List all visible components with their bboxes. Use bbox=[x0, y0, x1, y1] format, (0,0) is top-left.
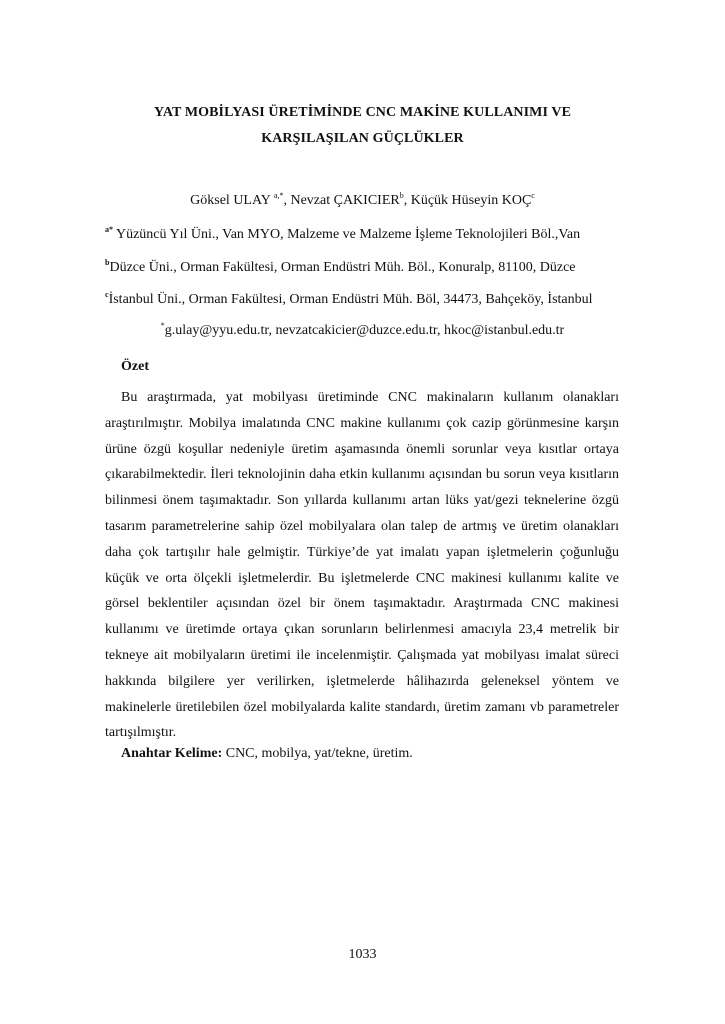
author-3-affiliation-mark: c bbox=[531, 191, 535, 200]
title-line-1: YAT MOBİLYASI ÜRETİMİNDE CNC MAKİNE KULLANIMI VE bbox=[153, 105, 572, 120]
abstract-paragraph bbox=[105, 385, 619, 746]
abstract-heading: Özet bbox=[121, 359, 149, 374]
title-line-2: KARŞILAŞILAN GÜÇLÜKLER bbox=[261, 131, 464, 146]
keywords-label: Anahtar Kelime: bbox=[121, 746, 223, 761]
abstract-text: Bu araştırmada, yat mobilyası üretiminde CNC makinaların kullanım olanakları araştırılmıştır. Mobilya imalatında CNC makine kullanımı çok cazip görünmesine karşın ürüne özgü koşullar nedeniyle üretim aşamasında önemli sorunlar veya kısıtlar ortaya çıkarabilmektedir. İleri teknolojinin daha etkin kullanımı açısından bu sorun veya kısıtların bilinmesi önem taşımaktadır. Son yıllarda kullanımı artan lüks yat/gezi teknelerine özgü tasarım parametrelerine sahip özel mobilyalara olan talep de artmış ve üretim olanakları daha çok tartışılır hale gelmiştir. Türkiye’de yat imalatı yapan işletmelerin çoğunluğu küçük ve orta ölçekli işletmelerdir. Bu işletmelerde CNC makinesi kullanımı kalite ve görsel beklentiler açısından özel bir önem taşımaktadır. Araştırmada CNC makinesi kullanımı ve üretimde ortaya çıkan sorunların belirlenmesi amacıyla 23,4 metrelik bir tekneye ait mobilyaların üretimi ile incelenmiştir. Çalışmada yat mobilyası imalat süreci hakkında bilgilere yer verilirken, işletmelerde hâlihazırda geleneksel yöntem ve makinelerle üretilebilen özel mobilyalarda kalite standardı, üretim zamanı vb parametreler tartışılmıştır. bbox=[105, 390, 619, 741]
affiliation-a-text: Yüzüncü Yıl Üni., Van MYO, Malzeme ve Malzeme İşleme Teknolojileri Böl.,Van bbox=[113, 227, 581, 242]
affiliation-b-mark: b bbox=[105, 258, 110, 267]
affiliation-c-mark: c bbox=[105, 290, 109, 299]
author-emails bbox=[0, 323, 725, 339]
affiliation-a-mark: a* bbox=[105, 225, 113, 234]
author-1-name: Göksel ULAY bbox=[190, 193, 271, 208]
author-3-name: , Küçük Hüseyin KOÇ bbox=[403, 193, 532, 208]
email-list: g.ulay@yyu.edu.tr, nevzatcakicier@duzce.edu.tr, hkoc@istanbul.edu.tr bbox=[164, 323, 565, 338]
author-2-affiliation-mark: b bbox=[399, 191, 404, 200]
affiliation-b-text: Düzce Üni., Orman Fakültesi, Orman Endüstri Müh. Böl., Konuralp, 81100, Düzce bbox=[109, 260, 576, 275]
keywords-text: CNC, mobilya, yat/tekne, üretim. bbox=[222, 746, 413, 761]
author-1-affiliation-mark: a,* bbox=[273, 191, 284, 200]
author-2-name: , Nevzat ÇAKICIER bbox=[283, 193, 400, 208]
affiliation-c-text: İstanbul Üni., Orman Fakültesi, Orman Endüstri Müh. Böl, 34473, Bahçeköy, İstanbul bbox=[108, 292, 593, 307]
keywords-line bbox=[121, 746, 413, 762]
author-list bbox=[0, 193, 725, 209]
page-number: 1033 bbox=[348, 947, 377, 962]
affiliation-c bbox=[105, 292, 593, 308]
affiliation-a bbox=[105, 227, 580, 243]
affiliation-b bbox=[105, 260, 576, 276]
corresponding-author-mark: * bbox=[160, 321, 165, 330]
